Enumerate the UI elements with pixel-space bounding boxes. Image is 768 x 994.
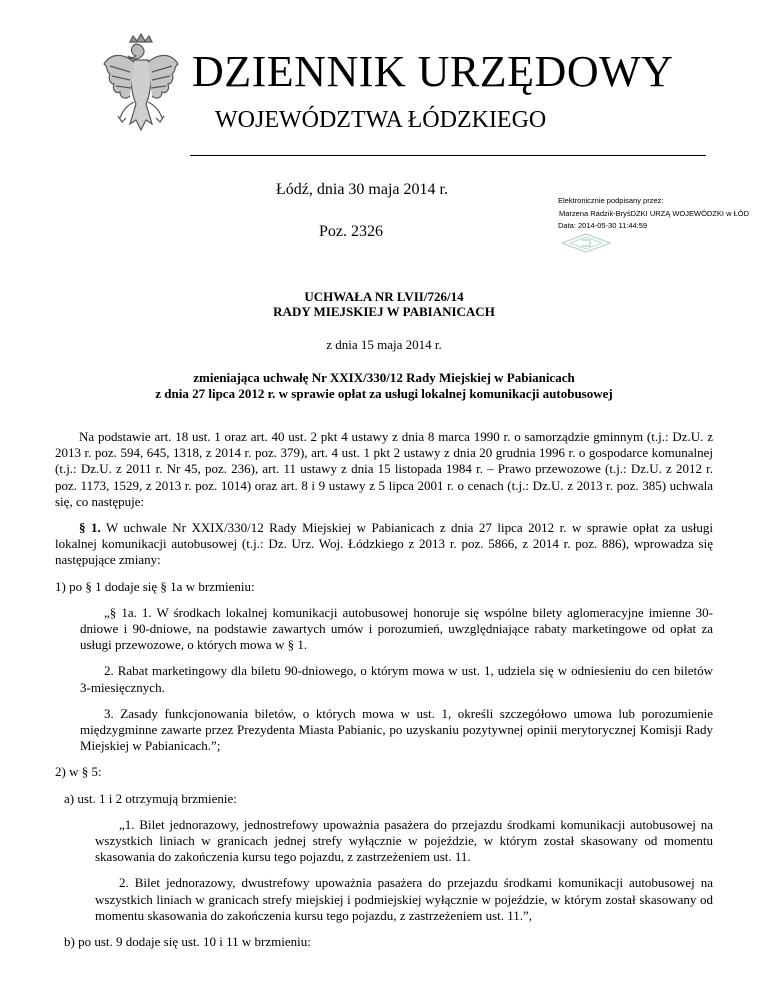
amendment-item-2a: a) ust. 1 i 2 otrzymują brzmienie: [64,790,237,806]
quote-1a: „§ 1a. 1. W środkach lokalnej komunikacji autobusowej honoruje się wspólne bilety aglomeracyjne imienne 30-dniowe i 90-dniowe, na podstawie zawartych umów i porozumień, uwzględniające rabaty marketingowe od opłat za usługi przewozowe, o których mowa w § 1. [80,604,713,653]
paragraph-1-text: W uchwale Nr XXIX/330/12 Rady Miejskiej w Pabianicach z dnia 27 lipca 2012 r. w sprawie opłat za usługi lokalnej komunikacji autobusowej (t.j.: Dz. Urz. Woj. Łódzkiego z 2013 r. poz. 5866, z 2014 r. poz. 886), wprowadza się następujące zmiany: [55,520,713,568]
paragraph-1 [55,520,713,569]
paragraph-1-label: § 1. [79,520,101,536]
resolution-subject-line1: zmieniająca uchwałę Nr XXIX/330/12 Rady Miejskiej w Pabianicach [193,370,575,385]
journal-subtitle: WOJEWÓDZTWA ŁÓDZKIEGO [215,107,547,133]
amendment-item-2: 2) w § 5: [55,764,102,780]
preamble: Na podstawie art. 18 ust. 1 oraz art. 40 ust. 2 pkt 4 ustawy z dnia 8 marca 1990 r. o samorządzie gminnym (t.j.: Dz.U. z 2013 r. poz. 594, 645, 1318, z 2014 r. poz. 379), art. 4 ust. 1 pkt 2 ustawy z dnia 20 grudnia 1996 r. o gospodarce komunalnej (t.j.: Dz.U. z 2011 r. Nr 45, poz. 236), art. 11 ustawy z dnia 15 listopada 1984 r. – Prawo przewozowe (t.j.: Dz.U. z 2012 r. poz. 1173, 1529, z 2013 r. poz. 1014) oraz art. 8 i 9 ustawy z 5 lipca 2001 r. o cenach (t.j.: Dz.U. z 2013 r. poz. 385) uchwala się, co następuje: [55,429,713,509]
resolution-subject-line2: z dnia 27 lipca 2012 r. w sprawie opłat za usługi lokalnej komunikacji autobusowej [155,386,613,401]
electronic-signature [558,194,758,232]
header-divider [190,155,706,156]
quote-1c: 3. Zasady funkcjonowania biletów, o których mowa w ust. 1, określi szczegółowo umowa lub porozumienie międzygminne zawarte przez Prezydenta Miasta Pabianic, po uzyskaniu pozytywnej opinii merytorycznej Komisji Rady Miejskiej w Pabianicach.”; [80,705,713,754]
resolution-date: z dnia 15 maja 2014 r. [326,337,442,352]
amendment-item-2b: b) po ust. 9 dodaje się ust. 10 i 11 w brzmieniu: [64,934,311,950]
signature-date: Data: 2014-05-30 11:44:59 [558,221,648,230]
resolution-body: RADY MIEJSKIEJ W PABIANICACH [273,304,495,319]
signature-stamp-icon [560,233,612,253]
quote-1b: 2. Rabat marketingowy dla biletu 90-dniowego, o którym mowa w ust. 1, udziela się w odniesieniu do cen biletów 3-miesięcznych. [80,663,713,695]
eagle-emblem-icon [100,32,182,150]
position-number: Poz. 2326 [319,223,383,240]
quote-2a: „1. Bilet jednorazowy, jednostrefowy upoważnia pasażera do przejazdu środkami komunikacji autobusowej na wszystkich liniach w granicach jednej strefy wyłącznie w pojeździe, w którym został skasowany od momentu skasowania do zakończenia kursu tego pojazdu, z zastrzeżeniem ust. 11. [95,816,713,865]
quote-2b: 2. Bilet jednorazowy, dwustrefowy upoważnia pasażera do przejazdu środkami komunikacji autobusowej na wszystkich liniach w granicach strefy miejskiej i podmiejskiej wyłącznie w pojeździe, w którym został skasowany od momentu skasowania do zakończenia kursu tego pojazdu, z zastrzeżeniem ust. 11.”, [95,875,713,923]
journal-title: DZIENNIK URZĘDOWY [192,47,674,96]
resolution-number: UCHWAŁA NR LVII/726/14 [304,289,464,304]
amendment-item-1: 1) po § 1 dodaje się § 1a w brzmieniu: [55,578,255,594]
resolution-content [55,429,713,960]
signature-label: Elektronicznie podpisany przez: [558,196,664,205]
publication-date: Łódź, dnia 30 maja 2014 r. [276,181,448,198]
signature-signer: Marzena Radzik-BryśDZKI URZĄ WOJEWÓDZKI w ŁÓD [559,209,750,218]
